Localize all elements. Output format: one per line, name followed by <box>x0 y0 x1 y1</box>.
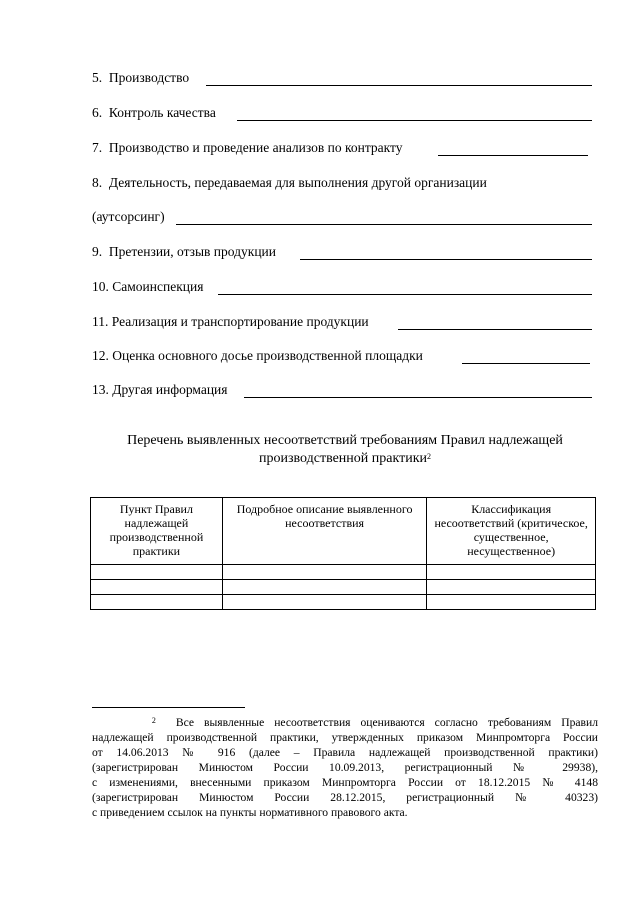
table-cell[interactable] <box>91 565 223 580</box>
item-12-blank-line <box>462 363 590 364</box>
item-text: Деятельность, передаваемая для выполнения другой организации <box>108 175 487 190</box>
footnote-line: $^2$ Все выявленные несоответствия оцениваются согласно требованиям Правил <box>151 716 598 729</box>
table-header-row <box>91 498 596 565</box>
list-title-line-1: Перечень выявленных несоответствий требованиям Правил надлежащей <box>127 433 563 448</box>
footnote-line: (зарегистрирован Минюстом России 28.12.2015, регистрационный № 40323) <box>92 791 598 804</box>
item-9-label <box>92 244 276 260</box>
item-number: 12. <box>92 348 109 363</box>
item-13-label <box>92 382 228 398</box>
item-text: Реализация и транспортирование продукции <box>111 314 369 329</box>
item-text: Претензии, отзыв продукции <box>108 244 276 259</box>
footnote-separator <box>92 707 245 708</box>
footnote-line: надлежащей производственной практики, утвержденных приказом Минпромторга России <box>92 731 598 744</box>
item-8-blank-line <box>176 224 592 225</box>
nonconformity-table <box>90 497 596 610</box>
header-classification: Классификация несоответствий (критическое, существенное, несущественное) <box>427 498 596 565</box>
table-cell[interactable] <box>222 595 426 610</box>
header-gmp-clause: Пункт Правил надлежащей производственной практики <box>91 498 223 565</box>
item-5-label <box>92 70 189 86</box>
item-5-blank-line <box>206 85 592 86</box>
item-text: Другая информация <box>112 382 228 397</box>
item-7-blank-line <box>438 155 588 156</box>
item-10-label <box>92 279 203 295</box>
list-title-text: производственной практики <box>258 451 428 466</box>
item-13-blank-line <box>244 397 592 398</box>
item-text: Контроль качества <box>108 105 216 120</box>
table-cell[interactable] <box>222 580 426 595</box>
table-cell[interactable] <box>427 565 596 580</box>
table-row <box>91 595 596 610</box>
item-12-label <box>92 348 423 364</box>
table-cell[interactable] <box>427 580 596 595</box>
item-6-label <box>92 105 216 121</box>
item-text: (аутсорсинг) <box>92 209 165 224</box>
item-number: 7. <box>92 140 103 155</box>
item-number: 11. <box>92 314 109 329</box>
table-row <box>91 580 596 595</box>
footnote-line: с приведением ссылок на пункты нормативного правового акта. <box>92 806 408 819</box>
footnote-ref: 2 <box>427 452 432 461</box>
item-6-blank-line <box>237 120 592 121</box>
item-number: 9. <box>92 244 103 259</box>
table-cell[interactable] <box>91 595 223 610</box>
item-number: 6. <box>92 105 103 120</box>
table-cell[interactable] <box>91 580 223 595</box>
item-text: Производство <box>108 70 190 85</box>
item-text: Оценка основного досье производственной площадки <box>112 348 423 363</box>
item-11-blank-line <box>398 329 592 330</box>
item-number: 13. <box>92 382 109 397</box>
table-cell[interactable] <box>427 595 596 610</box>
footnote-line: (зарегистрирован Минюстом России 10.09.2013, регистрационный № 29938), <box>92 761 598 774</box>
footnote-line: с изменениями, внесенными приказом Минпромторга России от 18.12.2015 № 4148 <box>92 776 598 789</box>
item-11-label <box>92 314 369 330</box>
item-8-continuation <box>92 209 165 225</box>
item-text: Производство и проведение анализов по контракту <box>108 140 403 155</box>
table-row <box>91 565 596 580</box>
footnote <box>92 715 598 820</box>
list-title-line-2 <box>90 450 600 468</box>
footnote-mark: 2 <box>151 716 156 725</box>
item-10-blank-line <box>218 294 592 295</box>
item-7-label <box>92 140 403 156</box>
item-9-blank-line <box>300 259 592 260</box>
footnote-line: от 14.06.2013 № 916 (далее – Правила надлежащей производственной практики) <box>92 746 598 759</box>
item-number: 8. <box>92 175 103 190</box>
item-number: 10. <box>92 279 109 294</box>
header-description: Подробное описание выявленного несоответствия <box>222 498 426 565</box>
item-8-label <box>92 175 487 191</box>
item-text: Самоинспекция <box>112 279 204 294</box>
item-number: 5. <box>92 70 103 85</box>
table-cell[interactable] <box>222 565 426 580</box>
